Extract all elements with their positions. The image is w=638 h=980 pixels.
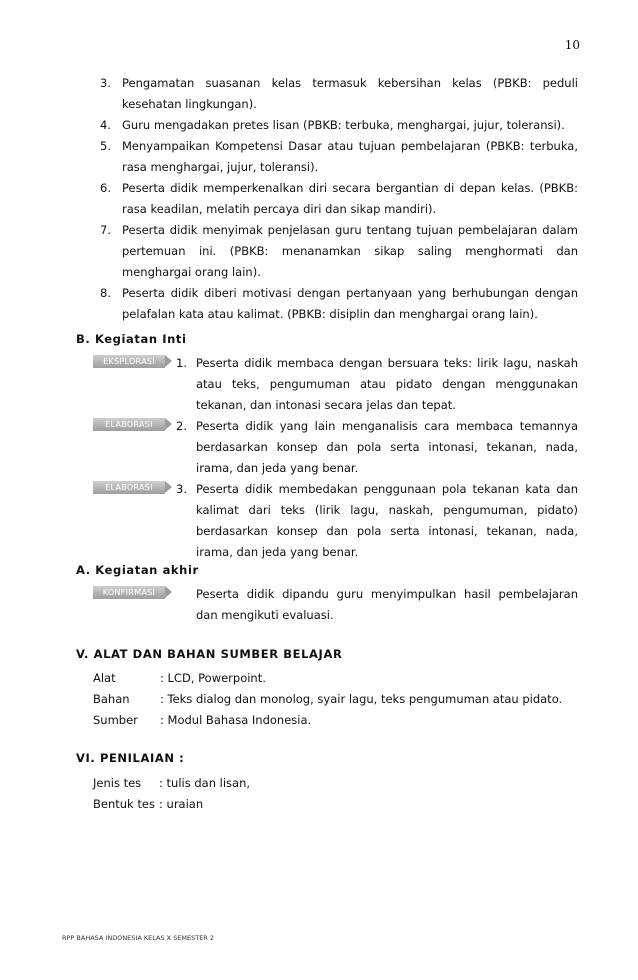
item-number: 6. — [100, 181, 111, 195]
list-item — [100, 115, 578, 136]
eksplorasi-tag: EKSPLORASI — [93, 355, 165, 368]
item-number: 8. — [100, 286, 111, 300]
activity-number: 1. — [176, 356, 187, 370]
activity-number: 2. — [176, 419, 187, 433]
page-footer: RPP BAHASA INDONESIA KELAS X SEMESTER 2 — [62, 934, 215, 942]
item-number: 3. — [100, 76, 111, 90]
opening-activities-list — [100, 73, 578, 325]
activity-text: Peserta didik dipandu guru menyimpulkan hasil pembelajaran dan mengikuti evaluasi. — [196, 587, 578, 622]
item-number: 5. — [100, 139, 111, 153]
konfirmasi-tag: KONFIRMASI — [93, 586, 165, 599]
item-text: Peserta didik menyimak penjelasan guru tentang tujuan pembelajaran dalam pertemuan ini. (PBKB: menanamkan sikap saling menghormati dan menghargai orang lain). — [122, 223, 578, 279]
row-label: Alat — [93, 671, 116, 685]
row-value: : tulis dan lisan, — [159, 776, 251, 790]
page-number: 10 — [564, 38, 580, 52]
item-text: Peserta didik diberi motivasi dengan pertanyaan yang berhubungan dengan pelafalan kata atau kalimat. (PBKB: disiplin dan menghargai orang lain). — [122, 286, 578, 321]
item-number: 4. — [100, 118, 111, 132]
item-number: 7. — [100, 223, 111, 237]
list-item — [100, 283, 578, 325]
row-value: : Teks dialog dan monolog, syair lagu, teks pengumuman atau pidato. — [160, 692, 563, 706]
row-label: Jenis tes — [93, 776, 142, 790]
item-text: Guru mengadakan pretes lisan (PBKB: terbuka, menghargai, jujur, toleransi). — [122, 118, 565, 132]
row-label: Bentuk tes — [93, 797, 155, 811]
row-value: : uraian — [159, 797, 204, 811]
item-text: Menyampaikan Kompetensi Dasar atau tujuan pembelajaran (PBKB: terbuka, rasa menghargai, jujur, toleransi). — [122, 139, 578, 174]
section-heading-penilaian: VI. PENILAIAN : — [76, 751, 185, 765]
activity-text: Peserta didik membaca dengan bersuara teks: lirik lagu, naskah atau teks, pengumuman atau pidato dengan menggunakan tekanan, dan intonasi secara jelas dan tepat. — [196, 356, 578, 412]
item-text: Peserta didik memperkenalkan diri secara bergantian di depan kelas. (PBKB: rasa keadilan, melatih percaya diri dan sikap mandiri). — [122, 181, 578, 216]
list-item — [100, 73, 578, 115]
elaborasi-tag: ELABORASI — [93, 418, 165, 431]
section-heading-kegiatan-akhir: A. Kegiatan akhir — [76, 563, 199, 577]
item-text: Pengamatan suasanan kelas termasuk kebersihan kelas (PBKB: peduli kesehatan lingkungan). — [122, 76, 578, 111]
list-item — [100, 178, 578, 220]
row-label: Bahan — [93, 692, 130, 706]
row-value: : Modul Bahasa Indonesia. — [160, 713, 312, 727]
activity-text: Peserta didik yang lain menganalisis cara membaca temannya berdasarkan konsep dan pola serta intonasi, tekanan, nada, irama, dan jeda yang benar. — [196, 419, 578, 475]
list-item — [100, 220, 578, 283]
row-label: Sumber — [93, 713, 138, 727]
list-item — [100, 136, 578, 178]
elaborasi-tag: ELABORASI — [93, 481, 165, 494]
activity-text: Peserta didik membedakan penggunaan pola tekanan kata dan kalimat dari teks (lirik lagu, naskah, pengumuman, pidato) berdasarkan konsep dan pola serta intonasi, tekanan, nada, irama, dan jeda yang benar. — [196, 482, 578, 559]
section-heading-kegiatan-inti: B. Kegiatan Inti — [76, 332, 187, 346]
section-heading-alat-bahan: V. ALAT DAN BAHAN SUMBER BELAJAR — [76, 647, 343, 661]
activity-number: 3. — [176, 482, 187, 496]
row-value: : LCD, Powerpoint. — [160, 671, 266, 685]
